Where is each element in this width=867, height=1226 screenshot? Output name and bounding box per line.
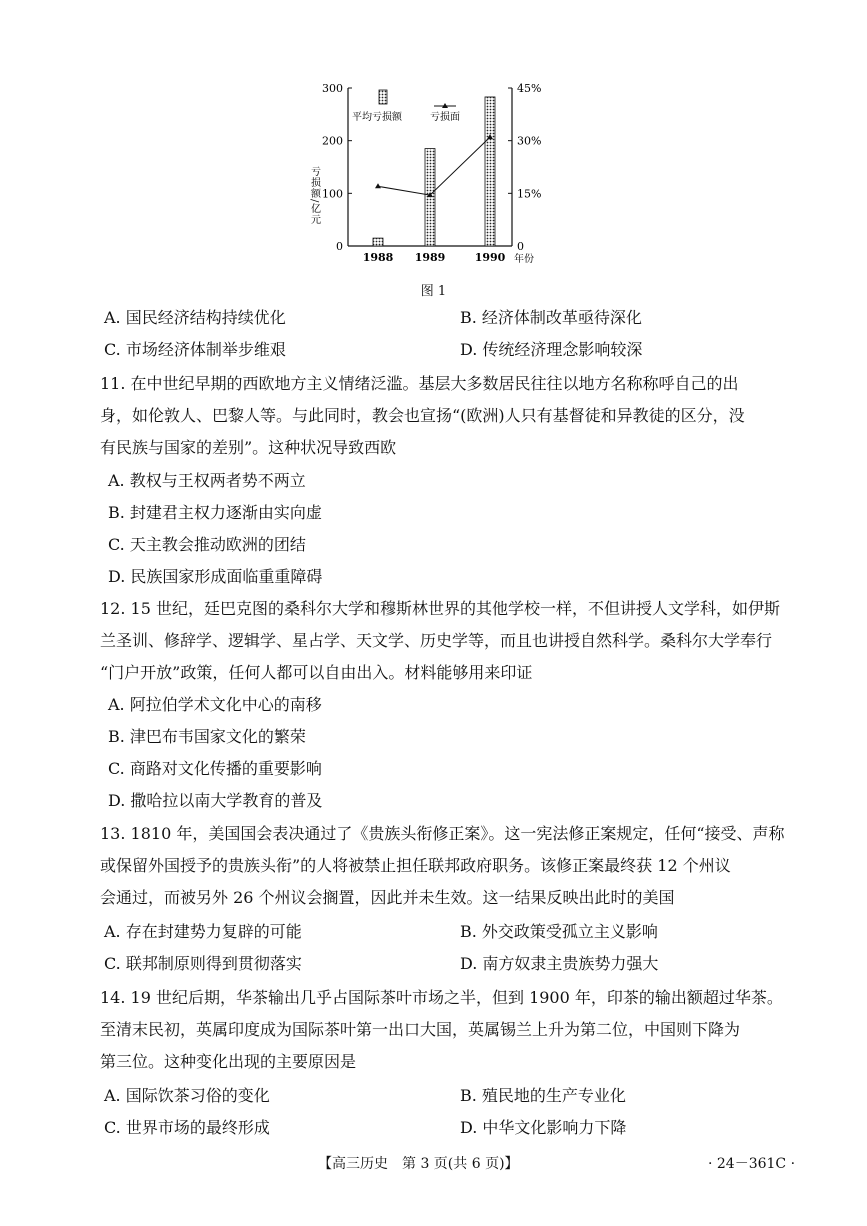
q10-option-d: D. 传统经济理念影响较深 xyxy=(460,340,643,359)
q10-option-a: A. 国民经济结构持续优化 xyxy=(104,308,286,327)
q12-option-c: C. 商路对文化传播的重要影响 xyxy=(108,759,322,778)
q13-option-c: C. 联邦制原则得到贯彻落实 xyxy=(104,954,302,973)
q13-stem-line-2: 或保留外国授予的贵族头衔”的人将被禁止担任联邦政府职务。该修正案最终获 12 个州议 xyxy=(100,856,731,875)
figure-caption: 图 1 xyxy=(420,284,447,299)
q14-stem-line-1: 14. 19 世纪后期，华茶输出几乎占国际茶叶市场之半，但到 1900 年，印茶的输出额超过华茶。 xyxy=(100,988,783,1007)
q11-stem-line-1: 11. 在中世纪早期的西欧地方主义情绪泛滥。基层大多数居民往往以地方名称称呼自己的出 xyxy=(100,374,739,393)
x-tick-label: 1988 xyxy=(362,251,394,264)
right-tick-label: 45% xyxy=(517,82,542,95)
q11-option-c: C. 天主教会推动欧洲的团结 xyxy=(108,535,306,554)
right-tick-label: 15% xyxy=(517,187,542,201)
right-tick-label: 30% xyxy=(517,134,542,148)
q11-stem-line-3: 有民族与国家的差别”。这种状况导致西欧 xyxy=(100,438,397,457)
q14-stem-line-2: 至清末民初，英属印度成为国际茶叶第一出口大国，英属锡兰上升为第二位，中国则下降为 xyxy=(100,1020,741,1039)
legend-bar-label: 平均亏损额 xyxy=(352,112,402,123)
y-axis-label: 亏损额/亿元 xyxy=(308,166,320,226)
q12-stem-line-1: 12. 15 世纪，廷巴克图的桑科尔大学和穆斯林世界的其他学校一样，不但讲授人文学科，如伊斯 xyxy=(100,599,780,618)
bar-1989 xyxy=(425,149,435,246)
figure-1-chart xyxy=(300,78,560,278)
q10-option-c: C. 市场经济体制举步维艰 xyxy=(104,340,286,359)
q14-option-b: B. 殖民地的生产专业化 xyxy=(460,1086,626,1105)
q13-option-d: D. 南方奴隶主贵族势力强大 xyxy=(460,954,659,973)
q14-option-c: C. 世界市场的最终形成 xyxy=(104,1118,270,1137)
bar-1988 xyxy=(373,238,383,246)
q12-stem-line-3: “门户开放”政策，任何人都可以自由出入。材料能够用来印证 xyxy=(100,663,533,682)
left-tick-label: 0 xyxy=(336,240,343,253)
q11-option-d: D. 民族国家形成面临重重障碍 xyxy=(108,567,323,586)
loss-ratio-point-1988 xyxy=(375,183,381,188)
legend-line-label: 亏损面 xyxy=(430,112,460,123)
q11-option-a: A. 教权与王权两者势不两立 xyxy=(108,471,306,490)
q13-stem-line-1: 13. 1810 年，美国国会表决通过了《贵族头衔修正案》。这一宪法修正案规定，任何“接受、声称 xyxy=(100,824,785,843)
q10-option-b: B. 经济体制改革亟待深化 xyxy=(460,308,642,327)
q13-option-a: A. 存在封建势力复辟的可能 xyxy=(104,922,302,941)
left-tick-label: 100 xyxy=(322,187,343,201)
q12-option-b: B. 津巴布韦国家文化的繁荣 xyxy=(108,727,306,746)
q13-stem-line-3: 会通过，而被另外 26 个州议会搁置，因此并未生效。这一结果反映出此时的美国 xyxy=(100,888,675,907)
footer-paper-code: · 24－361C · xyxy=(708,1156,796,1172)
left-tick-label: 300 xyxy=(322,82,343,95)
q14-stem-line-3: 第三位。这种变化出现的主要原因是 xyxy=(100,1052,357,1071)
left-tick-label: 200 xyxy=(322,134,343,148)
x-unit-label: 年份 xyxy=(514,254,534,265)
right-tick-label: 0 xyxy=(517,240,524,253)
q12-stem-line-2: 兰圣训、修辞学、逻辑学、星占学、天文学、历史学等，而且也讲授自然科学。桑科尔大学奉行 xyxy=(100,631,773,650)
x-tick-label: 1989 xyxy=(414,251,446,264)
q11-option-b: B. 封建君主权力逐渐由实向虚 xyxy=(108,503,322,522)
q12-option-d: D. 撒哈拉以南大学教育的普及 xyxy=(108,791,323,810)
bar-line-chart xyxy=(300,78,560,278)
bar-1990 xyxy=(485,97,495,246)
q14-option-d: D. 中华文化影响力下降 xyxy=(460,1118,627,1137)
legend-bar-swatch xyxy=(379,90,387,104)
footer-page-info: 【高三历史 第 3 页(共 6 页)】 xyxy=(318,1156,519,1172)
q12-option-a: A. 阿拉伯学术文化中心的南移 xyxy=(108,695,322,714)
q13-option-b: B. 外交政策受孤立主义影响 xyxy=(460,922,658,941)
x-tick-label: 1990 xyxy=(474,251,506,264)
q11-stem-line-2: 身，如伦敦人、巴黎人等。与此同时，教会也宣扬“(欧洲)人只有基督徒和异教徒的区分，没 xyxy=(100,406,745,425)
q14-option-a: A. 国际饮茶习俗的变化 xyxy=(104,1086,270,1105)
